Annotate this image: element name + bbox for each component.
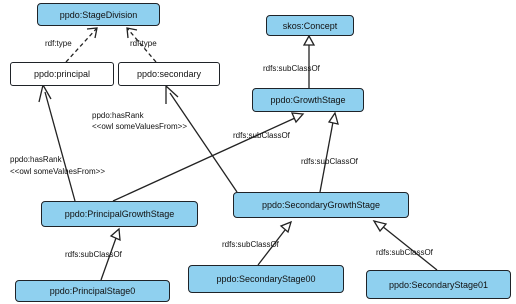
triangle-principalgrowth xyxy=(111,229,120,240)
node-secondary-stage00[interactable]: ppdo:SecondaryStage00 xyxy=(188,265,344,293)
node-principal-stage0[interactable]: ppdo:PrincipalStage0 xyxy=(15,280,170,302)
node-secondary[interactable]: ppdo:secondary xyxy=(118,62,220,86)
node-principal-growth-stage[interactable]: ppdo:PrincipalGrowthStage xyxy=(41,201,198,227)
node-principal[interactable]: ppdo:principal xyxy=(10,62,114,86)
label-subclass-growth-right: rdfs:subClassOf xyxy=(301,157,358,166)
label-rdf-type-left: rdf:type xyxy=(45,39,72,48)
triangle-growth-right xyxy=(329,113,338,124)
node-growth-stage[interactable]: ppdo:GrowthStage xyxy=(252,88,364,112)
node-secondary-stage01[interactable]: ppdo:SecondaryStage01 xyxy=(366,270,511,299)
triangle-concept xyxy=(304,36,314,45)
triangle-secondarygrowth-right xyxy=(374,221,386,231)
label-subclass-secondary00: rdfs:subClassOf xyxy=(222,240,279,249)
triangle-secondarygrowth-left xyxy=(281,222,291,232)
label-hasrank-lower-2: <<owl someValuesFrom>> xyxy=(10,167,106,176)
node-stage-division[interactable]: ppdo:StageDivision xyxy=(37,3,160,26)
label-hasrank-upper-2: <<owl someValuesFrom>> xyxy=(92,122,188,131)
label-rdf-type-right: rdf:type xyxy=(130,39,157,48)
label-subclass-growth-left: rdfs:subClassOf xyxy=(233,131,290,140)
label-subclass-secondary01: rdfs:subClassOf xyxy=(376,248,433,257)
node-secondary-growth-stage[interactable]: ppdo:SecondaryGrowthStage xyxy=(233,192,409,218)
label-subclass-principal0: rdfs:subClassOf xyxy=(65,250,122,259)
edge-hasrank-principal xyxy=(45,92,75,201)
node-skos-concept[interactable]: skos:Concept xyxy=(266,15,354,36)
label-hasrank-upper-1: ppdo:hasRank xyxy=(92,111,144,120)
edge-hasrank-secondary xyxy=(170,93,237,192)
triangle-growth-left xyxy=(292,113,303,122)
label-hasrank-lower-1: ppdo:hasRank xyxy=(10,155,62,164)
label-subclass-concept: rdfs:subClassOf xyxy=(263,64,320,73)
